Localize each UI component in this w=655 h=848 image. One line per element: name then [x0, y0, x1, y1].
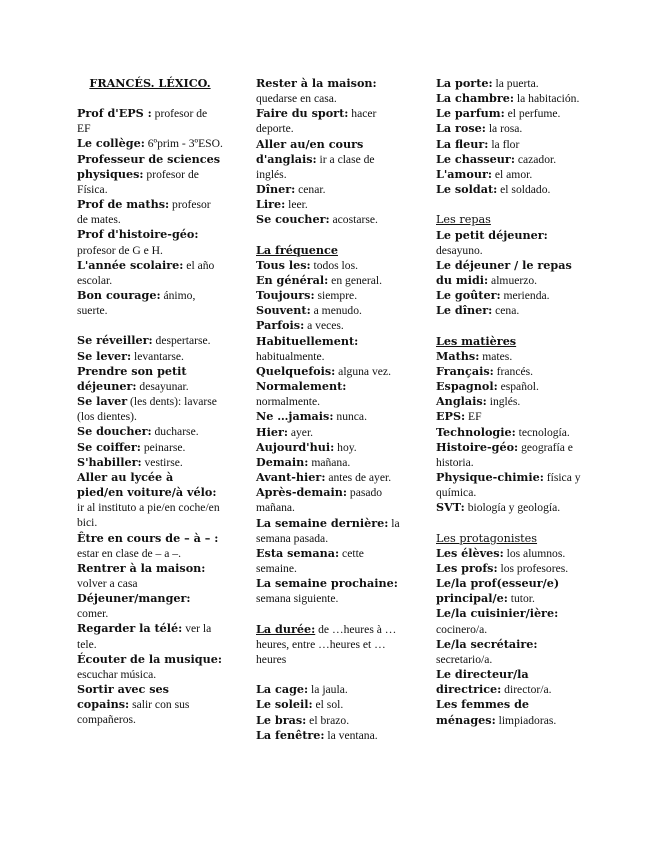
vocab-term: S'habiller: — [77, 454, 142, 469]
vocab-translation: la ventana. — [324, 728, 378, 742]
vocab-term: Les profs: — [436, 560, 498, 575]
vocab-entry — [256, 334, 406, 364]
vocab-term: Le goûter: — [436, 288, 501, 303]
vocab-term: Se doucher: — [77, 424, 152, 439]
vocab-entry — [436, 546, 584, 561]
vocab-translation: antes de ayer. — [325, 471, 392, 485]
vocab-term: Physique-chimie: — [436, 470, 544, 485]
vocab-term: Souvent: — [256, 303, 311, 318]
vocab-translation: leer. — [285, 198, 308, 212]
vocab-translation: acostarse. — [329, 213, 378, 227]
vocab-term: La chambre: — [436, 91, 515, 106]
vocab-entry — [256, 576, 406, 606]
vocab-translation: ayer. — [287, 425, 314, 439]
vocab-entry — [436, 152, 584, 167]
vocab-term: Hier: — [256, 424, 288, 439]
vocab-entry — [436, 697, 584, 727]
vocab-translation: hacer deporte. — [256, 107, 377, 136]
vocab-entry — [256, 485, 406, 515]
vocab-term: L'année scolaire: — [77, 257, 184, 272]
vocab-translation: ducharse. — [151, 425, 199, 439]
vocab-entry — [256, 318, 406, 333]
vocab-entry — [256, 728, 406, 743]
vocab-term: La fenêtre: — [256, 727, 325, 742]
vocab-translation: mates. — [479, 349, 513, 363]
vocab-entry — [436, 121, 584, 136]
vocab-term: Normalement: — [256, 379, 347, 394]
vocab-term: Français: — [436, 363, 494, 378]
vocab-entry — [256, 137, 406, 182]
vocab-translation: todos los. — [310, 258, 358, 272]
vocab-translation: cocinero/a. — [436, 622, 488, 636]
vocab-entry — [436, 167, 584, 182]
vocab-term: Demain: — [256, 454, 309, 469]
vocab-term: Écouter de la musique: — [77, 651, 222, 666]
vocab-entry — [77, 227, 223, 257]
vocab-translation: director/a. — [501, 683, 552, 697]
vocab-translation: 6ºprim - 3ºESO. — [144, 137, 223, 151]
vocab-entry — [436, 440, 584, 470]
vocab-term: Se réveiller: — [77, 333, 153, 348]
vocab-translation: inglés. — [486, 395, 521, 409]
vocab-term: Bon courage: — [77, 288, 161, 303]
vocab-translation: limpiadoras. — [495, 713, 557, 727]
vocab-entry — [436, 349, 584, 364]
vocab-translation: en general. — [328, 274, 383, 288]
vocab-term: Le parfum: — [436, 106, 505, 121]
vocab-term: Sortir avec ses copains: — [77, 682, 169, 712]
vocab-term: Prof d'histoire-géo: — [77, 227, 199, 242]
vocab-translation: física y química. — [436, 471, 581, 500]
vocab-entry — [256, 258, 406, 273]
vocab-entry — [256, 197, 406, 212]
vocab-term: Le directeur/la directrice: — [436, 667, 529, 697]
vocab-translation: pasado mañana. — [256, 486, 383, 515]
vocab-term: La fleur: — [436, 136, 489, 151]
vocab-entry — [256, 379, 406, 409]
vocab-entry — [436, 288, 584, 303]
vocab-term: EPS: — [436, 409, 466, 424]
vocab-translation: español. — [497, 380, 539, 394]
vocab-entry — [436, 76, 584, 91]
section-heading-repas: Les repas — [436, 213, 491, 227]
vocab-translation: vestirse. — [141, 455, 183, 469]
vocab-translation: francés. — [493, 364, 534, 378]
vocab-term: Tous les: — [256, 257, 311, 272]
vocab-term: La rose: — [436, 121, 486, 136]
vocab-translation: profesor de G e H. — [77, 243, 163, 257]
section-heading-duree: La durée: — [256, 621, 316, 636]
vocab-term: Dîner: — [256, 182, 296, 197]
vocab-entry — [256, 364, 406, 379]
vocab-translation: ir al instituto a pie/en coche/en bici. — [77, 501, 220, 530]
vocab-term: Le dîner: — [436, 303, 493, 318]
vocab-translation: el sol. — [312, 698, 344, 712]
vocab-translation: ánimo, suerte. — [77, 289, 196, 318]
vocab-translation: almuerzo. — [488, 274, 538, 288]
vocab-translation: la jaula. — [308, 683, 348, 697]
vocab-translation: ir a clase de inglés. — [256, 152, 375, 181]
vocab-entry — [77, 152, 223, 197]
vocab-term: Toujours: — [256, 288, 315, 303]
vocab-term: Rester à la maison: — [256, 76, 377, 90]
column-3 — [436, 76, 584, 728]
vocab-list — [256, 258, 406, 607]
vocab-translation: EF — [465, 410, 482, 424]
vocab-translation: estar en clase de – a –. — [77, 546, 181, 560]
vocab-translation: habitualmente. — [256, 349, 325, 363]
vocab-translation: volver a casa — [77, 576, 138, 590]
vocab-term: Espagnol: — [436, 379, 498, 394]
vocab-term: Le/la secrétaire: — [436, 636, 538, 651]
vocab-entry — [256, 106, 406, 136]
vocab-entry — [256, 546, 406, 576]
vocab-term: Aller au lycée à pied/en voiture/à vélo: — [77, 469, 217, 500]
vocab-entry — [256, 182, 406, 197]
vocab-entry — [256, 409, 406, 424]
vocab-list — [256, 76, 406, 228]
vocab-term: Prof de maths: — [77, 197, 170, 212]
vocab-entry — [77, 470, 223, 531]
section-heading-matieres: Les matières — [436, 333, 517, 348]
vocab-translation: salir con sus compañeros. — [77, 698, 190, 727]
duree-entry — [256, 622, 406, 667]
vocab-entry — [256, 697, 406, 712]
vocab-entry — [256, 440, 406, 455]
vocab-entry — [77, 349, 223, 364]
vocab-entry — [77, 591, 223, 621]
vocab-translation: desayunar. — [136, 379, 189, 393]
vocab-entry — [436, 106, 584, 121]
vocab-entry — [436, 91, 584, 106]
vocab-entry — [436, 303, 584, 318]
vocab-term: Le/la cuisinier/ière: — [436, 606, 559, 621]
vocab-term: Quelquefois: — [256, 363, 336, 378]
vocab-translation: hoy. — [334, 440, 357, 454]
vocab-entry — [77, 364, 223, 394]
column-1 — [77, 76, 223, 728]
vocab-term: La semaine dernière: — [256, 515, 389, 530]
vocab-translation: cenar. — [295, 183, 326, 197]
vocab-term: Lire: — [256, 197, 286, 212]
vocab-entry — [436, 576, 584, 606]
vocab-translation: el soldado. — [497, 183, 551, 197]
vocab-translation: la rosa. — [485, 122, 523, 136]
vocab-translation: quedarse en casa. — [256, 92, 337, 106]
document-title: FRANCÉS. LÉXICO. — [89, 76, 211, 90]
vocab-term: La semaine prochaine: — [256, 576, 398, 591]
vocab-entry — [436, 500, 584, 515]
vocab-entry — [77, 394, 223, 424]
vocab-list — [436, 228, 584, 319]
vocab-translation: la flor — [488, 137, 520, 151]
vocab-translation: profesor de Física. — [77, 167, 199, 196]
vocab-term: Le petit déjeuner: — [436, 227, 548, 242]
vocab-entry — [77, 682, 223, 727]
vocab-entry — [256, 470, 406, 485]
vocab-term: Le/la prof(esseur/e) principal/e: — [436, 576, 560, 606]
vocab-entry — [436, 561, 584, 576]
vocab-entry — [77, 455, 223, 470]
vocab-translation: despertarse. — [152, 334, 211, 348]
vocab-entry — [77, 258, 223, 288]
vocab-entry — [436, 379, 584, 394]
vocab-entry — [436, 606, 584, 636]
vocab-term: En général: — [256, 273, 329, 288]
vocab-term: Prof d'EPS : — [77, 106, 152, 121]
vocab-translation: cena. — [492, 304, 520, 318]
vocab-term: La cage: — [256, 682, 309, 697]
vocab-entry — [77, 652, 223, 682]
vocab-translation: alguna vez. — [335, 364, 391, 378]
vocab-translation: escuchar música. — [77, 667, 157, 681]
vocab-term: Se lever: — [77, 348, 132, 363]
vocab-translation: mañana. — [308, 455, 351, 469]
vocab-term: Habituellement: — [256, 333, 359, 348]
vocab-term: Avant-hier: — [256, 470, 326, 485]
vocab-translation: peinarse. — [140, 440, 186, 454]
vocab-term: La porte: — [436, 76, 493, 90]
vocab-term: Professeur de sciences physiques: — [77, 151, 221, 181]
vocab-translation: los alumnos. — [503, 546, 566, 560]
vocab-term: Les élèves: — [436, 545, 504, 560]
vocab-entry — [436, 228, 584, 258]
duree-text: de …heures à …heures, entre …heures et …heures — [256, 622, 397, 666]
vocab-entry — [256, 713, 406, 728]
vocab-term: Le soleil: — [256, 697, 313, 712]
vocab-entry — [77, 136, 223, 151]
vocab-entry — [436, 425, 584, 440]
vocab-term: Se coiffer: — [77, 439, 141, 454]
vocab-translation: biología y geología. — [464, 501, 561, 515]
vocab-list — [77, 333, 223, 727]
vocab-term: Prendre son petit déjeuner: — [77, 363, 187, 393]
vocab-entry — [436, 364, 584, 379]
vocab-entry — [77, 197, 223, 227]
vocab-translation: profesor de EF — [77, 107, 208, 136]
vocab-term: L'amour: — [436, 166, 492, 181]
vocab-translation: los profesores. — [497, 561, 569, 575]
vocab-entry — [256, 303, 406, 318]
vocab-translation: la semana pasada. — [256, 516, 400, 545]
vocab-entry — [436, 258, 584, 288]
vocab-term: Maths: — [436, 348, 480, 363]
vocab-entry — [256, 76, 406, 106]
vocab-entry — [436, 182, 584, 197]
vocab-term: Le déjeuner / le repas du midi: — [436, 257, 572, 288]
vocab-term: Technologie: — [436, 424, 516, 439]
vocab-translation: desayuno. — [436, 243, 483, 257]
vocab-translation: tutor. — [507, 592, 535, 606]
vocab-translation: normalmente. — [256, 395, 321, 409]
vocab-translation: cazador. — [514, 152, 557, 166]
vocab-entry — [256, 455, 406, 470]
vocab-entry — [77, 621, 223, 651]
vocab-translation: tecnología. — [515, 425, 570, 439]
vocab-term: Le chasseur: — [436, 151, 515, 166]
vocab-translation: comer. — [77, 607, 109, 621]
vocab-term: Se coucher: — [256, 212, 330, 227]
vocab-translation: geografía e historia. — [436, 440, 573, 469]
vocab-entry — [436, 137, 584, 152]
vocab-entry — [436, 667, 584, 697]
vocab-term: Anglais: — [436, 394, 487, 409]
vocab-list — [436, 349, 584, 516]
vocab-translation: secretario/a. — [436, 652, 493, 666]
vocab-translation: a menudo. — [310, 304, 362, 318]
vocab-entry — [77, 561, 223, 591]
vocab-term: Déjeuner/manger: — [77, 591, 191, 606]
vocab-translation: merienda. — [500, 289, 550, 303]
vocab-entry — [256, 425, 406, 440]
section-heading-frequence: La fréquence — [256, 242, 338, 257]
vocab-term: Rentrer à la maison: — [77, 560, 206, 575]
vocab-term: Histoire-géo: — [436, 439, 519, 454]
vocab-list — [436, 76, 584, 197]
vocab-entry — [436, 394, 584, 409]
column-2 — [256, 76, 406, 743]
vocab-translation: (les dents): lavarse (los dientes). — [77, 395, 217, 424]
vocab-entry — [256, 273, 406, 288]
vocab-entry — [77, 333, 223, 348]
vocab-term: Après-demain: — [256, 485, 347, 500]
vocab-entry — [77, 106, 223, 136]
vocab-term: Les femmes de ménages: — [436, 697, 530, 727]
vocab-translation: la puerta. — [492, 77, 539, 90]
vocab-term: SVT: — [436, 500, 465, 515]
vocab-list — [256, 682, 406, 743]
vocab-translation: el brazo. — [306, 713, 350, 727]
vocab-term: Esta semana: — [256, 545, 340, 560]
vocab-entry — [256, 682, 406, 697]
vocab-translation: el amor. — [492, 167, 533, 181]
vocab-entry — [77, 531, 223, 561]
vocab-entry — [77, 288, 223, 318]
vocab-translation: siempre. — [314, 289, 358, 303]
vocab-list — [77, 106, 223, 318]
vocab-entry — [436, 637, 584, 667]
vocab-translation: nunca. — [333, 410, 367, 424]
vocab-term: Se laver — [77, 394, 128, 409]
vocab-entry — [256, 288, 406, 303]
vocab-term: Ne …jamais: — [256, 409, 334, 424]
vocab-entry — [436, 470, 584, 500]
vocab-translation: el año escolar. — [77, 258, 215, 287]
vocab-translation: la habitación. — [514, 92, 580, 106]
vocab-term: Être en cours de – à – : — [77, 530, 219, 545]
section-heading-protagonistes: Les protagonistes — [436, 531, 538, 545]
vocab-translation: profesor de mates. — [77, 198, 211, 227]
vocab-translation: el perfume. — [504, 107, 561, 121]
vocab-term: Faire du sport: — [256, 106, 349, 121]
vocab-term: Parfois: — [256, 318, 305, 333]
vocab-translation: cette semaine. — [256, 546, 364, 575]
vocab-term: Le bras: — [256, 712, 307, 727]
vocab-translation: semana siguiente. — [256, 592, 339, 606]
vocab-term: Aller au/en cours d'anglais: — [256, 136, 364, 166]
vocab-entry — [77, 424, 223, 439]
vocab-entry — [77, 440, 223, 455]
vocab-entry — [436, 409, 584, 424]
vocab-term: Le collège: — [77, 136, 145, 151]
vocab-term: Le soldat: — [436, 182, 498, 197]
vocab-list — [436, 546, 584, 728]
vocab-term: Aujourd'hui: — [256, 439, 335, 454]
vocab-term: Regarder la télé: — [77, 621, 183, 636]
vocab-translation: levantarse. — [131, 349, 184, 363]
vocab-translation: ver la tele. — [77, 622, 212, 651]
vocab-entry — [256, 516, 406, 546]
vocab-entry — [256, 212, 406, 227]
vocab-translation: a veces. — [304, 319, 344, 333]
